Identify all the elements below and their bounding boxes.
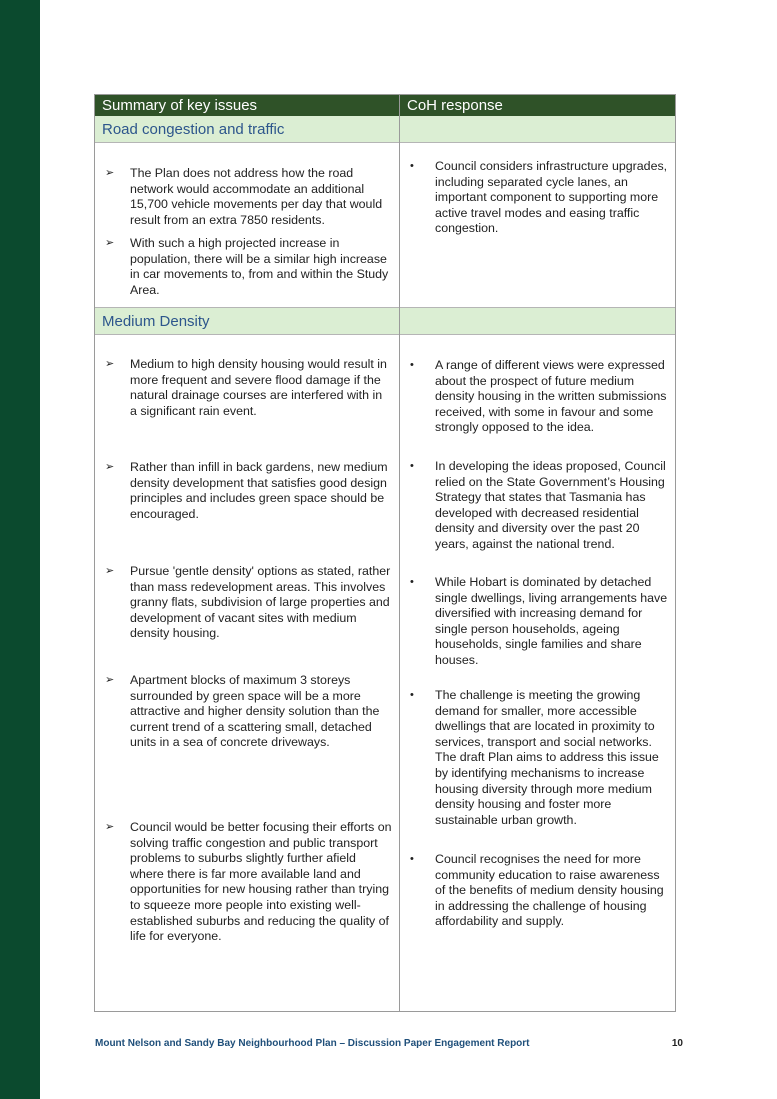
response-item: • While Hobart is dominated by detached single dwellings, living arrangements have diversified with increasing demand for single person households, ageing households, single families and share houses. — [410, 575, 668, 667]
issue-item: ➢ Medium to high density housing would result in more frequent and severe flood damage if the natural drainage courses are interfered with in a significant rain event. — [105, 357, 387, 418]
table-header — [95, 95, 675, 116]
section-title: Medium Density — [102, 313, 210, 330]
response-item: • A range of different views were expressed about the prospect of future medium density housing in the written submissions received, with some in favour and some strongly opposed to the idea. — [410, 358, 667, 435]
column-divider — [399, 95, 400, 1011]
section-heading-medium-density — [95, 308, 675, 334]
arrow-bullet-icon: ➢ — [105, 167, 115, 179]
response-item: • Council considers infrastructure upgrades, including separated cycle lanes, an important component to supporting more active travel modes and easing traffic congestion. — [410, 159, 668, 236]
section-title: Road congestion and traffic — [102, 121, 285, 138]
issue-item: ➢ The Plan does not address how the road network would accommodate an additional 15,700 vehicle movements per day that would result from an extra 7850 residents. — [105, 166, 383, 227]
row-divider — [95, 334, 675, 335]
dot-bullet-icon: • — [410, 160, 414, 172]
key-issues-table — [94, 94, 676, 1012]
response-item: • Council recognises the need for more community education to raise awareness of the benefits of medium density housing in addressing the challenge of housing affordability and supply. — [410, 852, 664, 929]
green-sidebar-stripe — [0, 0, 40, 1099]
issue-item: ➢ Pursue 'gentle density' options as stated, rather than mass redevelopment areas. This involves granny flats, subdivision of large properties and development of vacant sites with medium density housing. — [105, 564, 391, 641]
dot-bullet-icon: • — [410, 576, 414, 588]
response-item: • In developing the ideas proposed, Council relied on the State Government’s Housing Strategy that states that Tasmania has developed with decreased residential density and diversity over the past 20 years, against the national trend. — [410, 459, 666, 551]
arrow-bullet-icon: ➢ — [105, 237, 115, 249]
arrow-bullet-icon: ➢ — [105, 565, 115, 577]
dot-bullet-icon: • — [410, 359, 414, 371]
issue-item: ➢ Apartment blocks of maximum 3 storeys surrounded by green space will be a more attractive and higher density solution than the current trend of a scattering small, detached units in a sea of concrete driveways. — [105, 673, 380, 750]
arrow-bullet-icon: ➢ — [105, 461, 115, 473]
header-coh-response: CoH response — [407, 97, 503, 114]
dot-bullet-icon: • — [410, 853, 414, 865]
header-summary-of-key-issues: Summary of key issues — [102, 97, 258, 114]
row-divider — [95, 142, 675, 143]
issue-item: ➢ With such a high projected increase in population, there will be a similar high increase in car movements to, from and within the Study Area. — [105, 236, 389, 297]
footer-document-title: Mount Nelson and Sandy Bay Neighbourhood Plan – Discussion Paper Engagement Report — [95, 1038, 530, 1049]
page-footer — [95, 1038, 683, 1049]
page-number: 10 — [671, 1038, 683, 1049]
arrow-bullet-icon: ➢ — [105, 358, 115, 370]
issue-item: ➢ Rather than infill in back gardens, new medium density development that satisfies good design principles and includes green space should be encouraged. — [105, 460, 388, 521]
issue-item: ➢ Council would be better focusing their efforts on solving traffic congestion and public transport problems to suburbs slightly further afield where there is far more available land and opportunities for new housing rather than trying to squeeze more people into existing well-established suburbs and reducing the quality of life for everyone. — [105, 820, 392, 944]
dot-bullet-icon: • — [410, 460, 414, 472]
section-heading-road-congestion — [95, 116, 675, 142]
dot-bullet-icon: • — [410, 689, 414, 701]
response-item: • The challenge is meeting the growing demand for smaller, more accessible dwellings that are located in proximity to services, transport and social networks. The draft Plan aims to address this issue by identifying mechanisms to increase housing diversity through more medium density housing and foster more sustainable urban growth. — [410, 688, 659, 827]
arrow-bullet-icon: ➢ — [105, 674, 115, 686]
arrow-bullet-icon: ➢ — [105, 821, 115, 833]
